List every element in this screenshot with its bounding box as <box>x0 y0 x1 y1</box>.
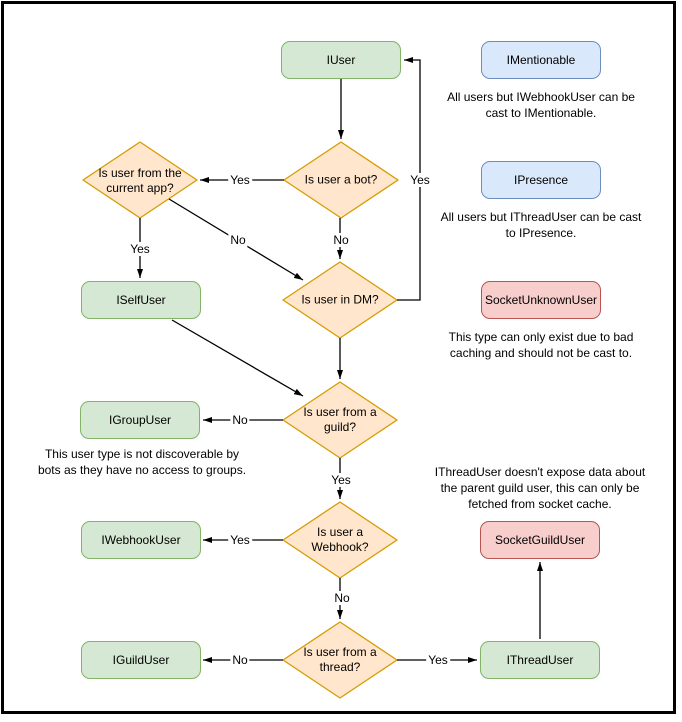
node-iuser-label: IUser <box>326 53 356 67</box>
node-ithreaduser <box>480 641 600 679</box>
node-ipresence <box>481 161 601 199</box>
node-ipresence-label: IPresence <box>513 173 569 187</box>
note-igroupuser: This user type is not discoverable by bots as they have no access to groups. <box>37 447 247 477</box>
edge-label-thread-to-iguilduser: No <box>232 653 248 667</box>
node-socketguilduser <box>480 521 600 559</box>
node-imentionable <box>481 41 601 79</box>
edge-label-bot-to-currentapp: Yes <box>230 173 250 187</box>
node-imentionable-label: IMentionable <box>506 53 576 67</box>
node-socketunknownuser <box>481 281 601 319</box>
decision-is-bot-label: Is user a bot? <box>304 172 378 187</box>
edge-label-currentapp-to-self: Yes <box>130 242 150 256</box>
edge-label-guild-to-webhook: Yes <box>331 473 351 487</box>
edge-label-bot-to-dm: No <box>333 233 349 247</box>
note-imentionable: All users but IWebhookUser can be cast to IMentionable. <box>447 90 635 120</box>
edge-label-webhook-to-thread: No <box>334 591 350 605</box>
decision-from-guild-label: Is user from a guild? <box>303 405 377 434</box>
node-iuser <box>281 41 401 79</box>
node-socketguilduser-label: SocketGuildUser <box>494 533 586 547</box>
edge-label-dm-to-iuser: Yes <box>410 173 430 187</box>
node-iguilduser <box>81 641 201 679</box>
edge-iselfuser-to-guild <box>172 320 303 396</box>
node-iguilduser-label: IGuildUser <box>112 653 170 667</box>
decision-from-thread-label: Is user from a thread? <box>303 645 377 674</box>
node-iwebhookuser-label: IWebhookUser <box>101 533 181 547</box>
node-iwebhookuser <box>81 521 201 559</box>
node-igroupuser-label: IGroupUser <box>108 413 172 427</box>
node-ithreaduser-label: IThreadUser <box>506 653 574 667</box>
decision-in-dm-label: Is user in DM? <box>301 292 379 307</box>
decision-is-webhook-label: Is user a Webhook? <box>311 525 369 554</box>
node-igroupuser <box>80 401 200 439</box>
note-socketunknownuser: This type can only exist due to bad caching and should not be cast to. <box>448 330 634 360</box>
edge-label-currentapp-to-dm: No <box>230 233 246 247</box>
node-socketunknownuser-label: SocketUnknownUser <box>484 293 598 307</box>
edge-label-thread-to-ithreaduser: Yes <box>428 653 448 667</box>
decision-from-current-app-label: Is user from the current app? <box>98 166 182 195</box>
note-ithreaduser: IThreadUser doesn't expose data about the parent guild user, this can only be fetched from socket cache. <box>434 465 646 511</box>
node-iselfuser-label: ISelfUser <box>116 293 166 307</box>
edge-label-guild-to-group: No <box>232 413 248 427</box>
note-ipresence: All users but IThreadUser can be cast to IPresence. <box>440 210 642 240</box>
edge-label-webhook-to-iwebhookuser: Yes <box>230 533 250 547</box>
node-iselfuser <box>81 281 201 319</box>
